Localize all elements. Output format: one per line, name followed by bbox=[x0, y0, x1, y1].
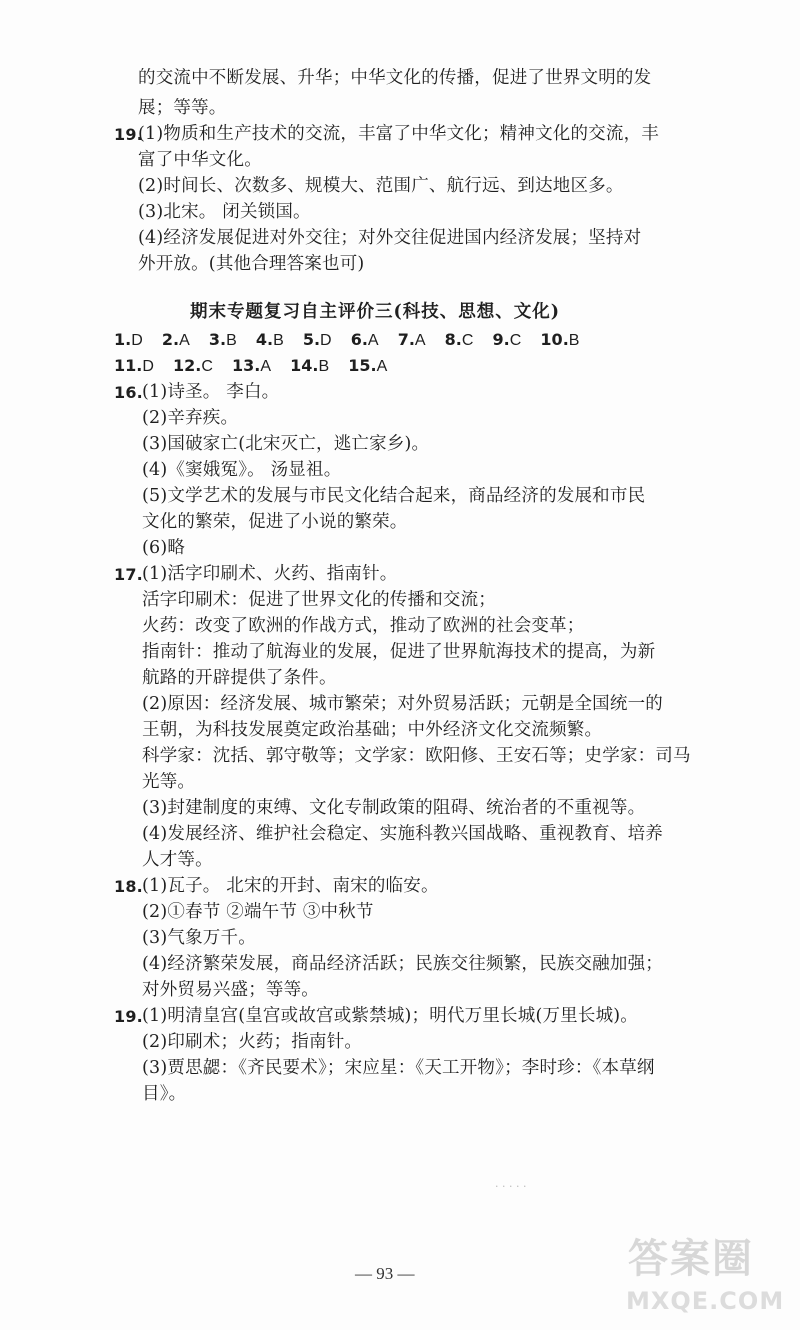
question-number: 16. bbox=[114, 383, 143, 402]
text-line: (1)活字印刷术、火药、指南针。 bbox=[142, 564, 398, 584]
mc-answer: 14.B bbox=[290, 356, 330, 375]
text-line: 火药：改变了欧洲的作战方式，推动了欧洲的社会变革； bbox=[142, 616, 585, 636]
page-number: — 93 — bbox=[355, 1264, 415, 1283]
text-line: (5)文学艺术的发展与市民文化结合起来，商品经济的发展和市民 bbox=[142, 486, 646, 506]
text-line: 活字印刷术：促进了世界文化的传播和交流； bbox=[142, 590, 496, 610]
text-line: (1)明清皇宫(皇宫或故宫或紫禁城)；明代万里长城(万里长城)。 bbox=[142, 1006, 638, 1026]
mc-answer: 6.A bbox=[350, 330, 379, 349]
text-line: (3)北宋。 闭关锁国。 bbox=[138, 202, 311, 222]
text-line: (2)①春节 ②端午节 ③中秋节 bbox=[142, 902, 374, 922]
question-number: 19. bbox=[114, 1007, 143, 1026]
text-line: 科学家：沈括、郭守敬等；文学家：欧阳修、王安石等；史学家：司马 bbox=[142, 746, 691, 766]
text-line: (2)原因：经济发展、城市繁荣；对外贸易活跃；元朝是全国统一的 bbox=[142, 694, 663, 714]
mc-answer: 8.C bbox=[444, 330, 474, 349]
section-title: 期末专题复习自主评价三(科技、思想、文化) bbox=[190, 302, 561, 322]
text-line: 的交流中不断发展、升华；中华文化的传播，促进了世界文明的发 bbox=[138, 68, 652, 88]
text-line: (2)时间长、次数多、规模大、范围广、航行远、到达地区多。 bbox=[138, 176, 624, 196]
text-line: 富了中华文化。 bbox=[138, 150, 262, 170]
mc-answer: 1.D bbox=[114, 330, 143, 349]
mc-answer: 5.D bbox=[302, 330, 332, 349]
text-line: 人才等。 bbox=[142, 850, 213, 870]
text-line: (3)封建制度的束缚、文化专制政策的阻碍、统治者的不重视等。 bbox=[142, 798, 646, 818]
text-line: (1)物质和生产技术的交流，丰富了中华文化；精神文化的交流，丰 bbox=[138, 124, 659, 144]
scan-speck: · · · · · bbox=[495, 1180, 527, 1193]
mc-answer: 10.B bbox=[540, 330, 580, 349]
mc-answer: 11.D bbox=[114, 356, 154, 375]
question-number: 18. bbox=[114, 877, 143, 896]
text-line: (3)贾思勰：《齐民要术》；宋应星：《天工开物》；李时珍：《本草纲 bbox=[142, 1058, 655, 1078]
text-line: (3)气象万千。 bbox=[142, 928, 256, 948]
text-line: 外开放。(其他合理答案也可) bbox=[138, 254, 365, 274]
text-line: (3)国破家亡(北宋灭亡，逃亡家乡)。 bbox=[142, 434, 430, 454]
mc-answer-row bbox=[114, 328, 593, 353]
mc-answer: 12.C bbox=[173, 356, 213, 375]
mc-answer: 4.B bbox=[255, 330, 284, 349]
text-line: 王朝，为科技发展奠定政治基础；中外经济文化交流频繁。 bbox=[142, 720, 603, 740]
mc-answer: 7.A bbox=[397, 330, 426, 349]
watermark-url: MXQE.COM bbox=[626, 1287, 785, 1315]
mc-answer: 13.A bbox=[232, 356, 272, 375]
text-line: 指南针：推动了航海业的发展，促进了世界航海技术的提高，为新 bbox=[142, 642, 656, 662]
watermark-text: 答案圈 bbox=[628, 1236, 754, 1282]
mc-answer: 9.C bbox=[492, 330, 522, 349]
text-line: 光等。 bbox=[142, 772, 196, 792]
text-line: (1)诗圣。 李白。 bbox=[142, 382, 280, 402]
mc-answer-row bbox=[114, 354, 401, 379]
text-line: 目》。 bbox=[142, 1084, 187, 1104]
text-line: (4)《窦娥冤》。 汤显祖。 bbox=[142, 460, 342, 480]
text-line: (4)经济繁荣发展，商品经济活跃；民族交往频繁，民族交融加强； bbox=[142, 954, 663, 974]
text-line: (4)发展经济、维护社会稳定、实施科教兴国战略、重视教育、培养 bbox=[142, 824, 663, 844]
text-line: 展；等等。 bbox=[138, 98, 227, 118]
mc-answer: 3.B bbox=[208, 330, 237, 349]
text-line: 对外贸易兴盛；等等。 bbox=[142, 980, 319, 1000]
question-number: 19. bbox=[114, 125, 143, 144]
text-line: (2)辛弃疾。 bbox=[142, 408, 239, 428]
text-line: (6)略 bbox=[142, 538, 186, 558]
question-number: 17. bbox=[114, 565, 143, 584]
text-line: (2)印刷术；火药；指南针。 bbox=[142, 1032, 363, 1052]
mc-answer: 2.A bbox=[161, 330, 190, 349]
text-line: (1)瓦子。 北宋的开封、南宋的临安。 bbox=[142, 876, 439, 896]
text-line: 航路的开辟提供了条件。 bbox=[142, 668, 337, 688]
text-line: 文化的繁荣，促进了小说的繁荣。 bbox=[142, 512, 408, 532]
mc-answer: 15.A bbox=[348, 356, 388, 375]
watermark-logo bbox=[620, 1225, 795, 1325]
text-line: (4)经济发展促进对外交往；对外交往促进国内经济发展；坚持对 bbox=[138, 228, 642, 248]
